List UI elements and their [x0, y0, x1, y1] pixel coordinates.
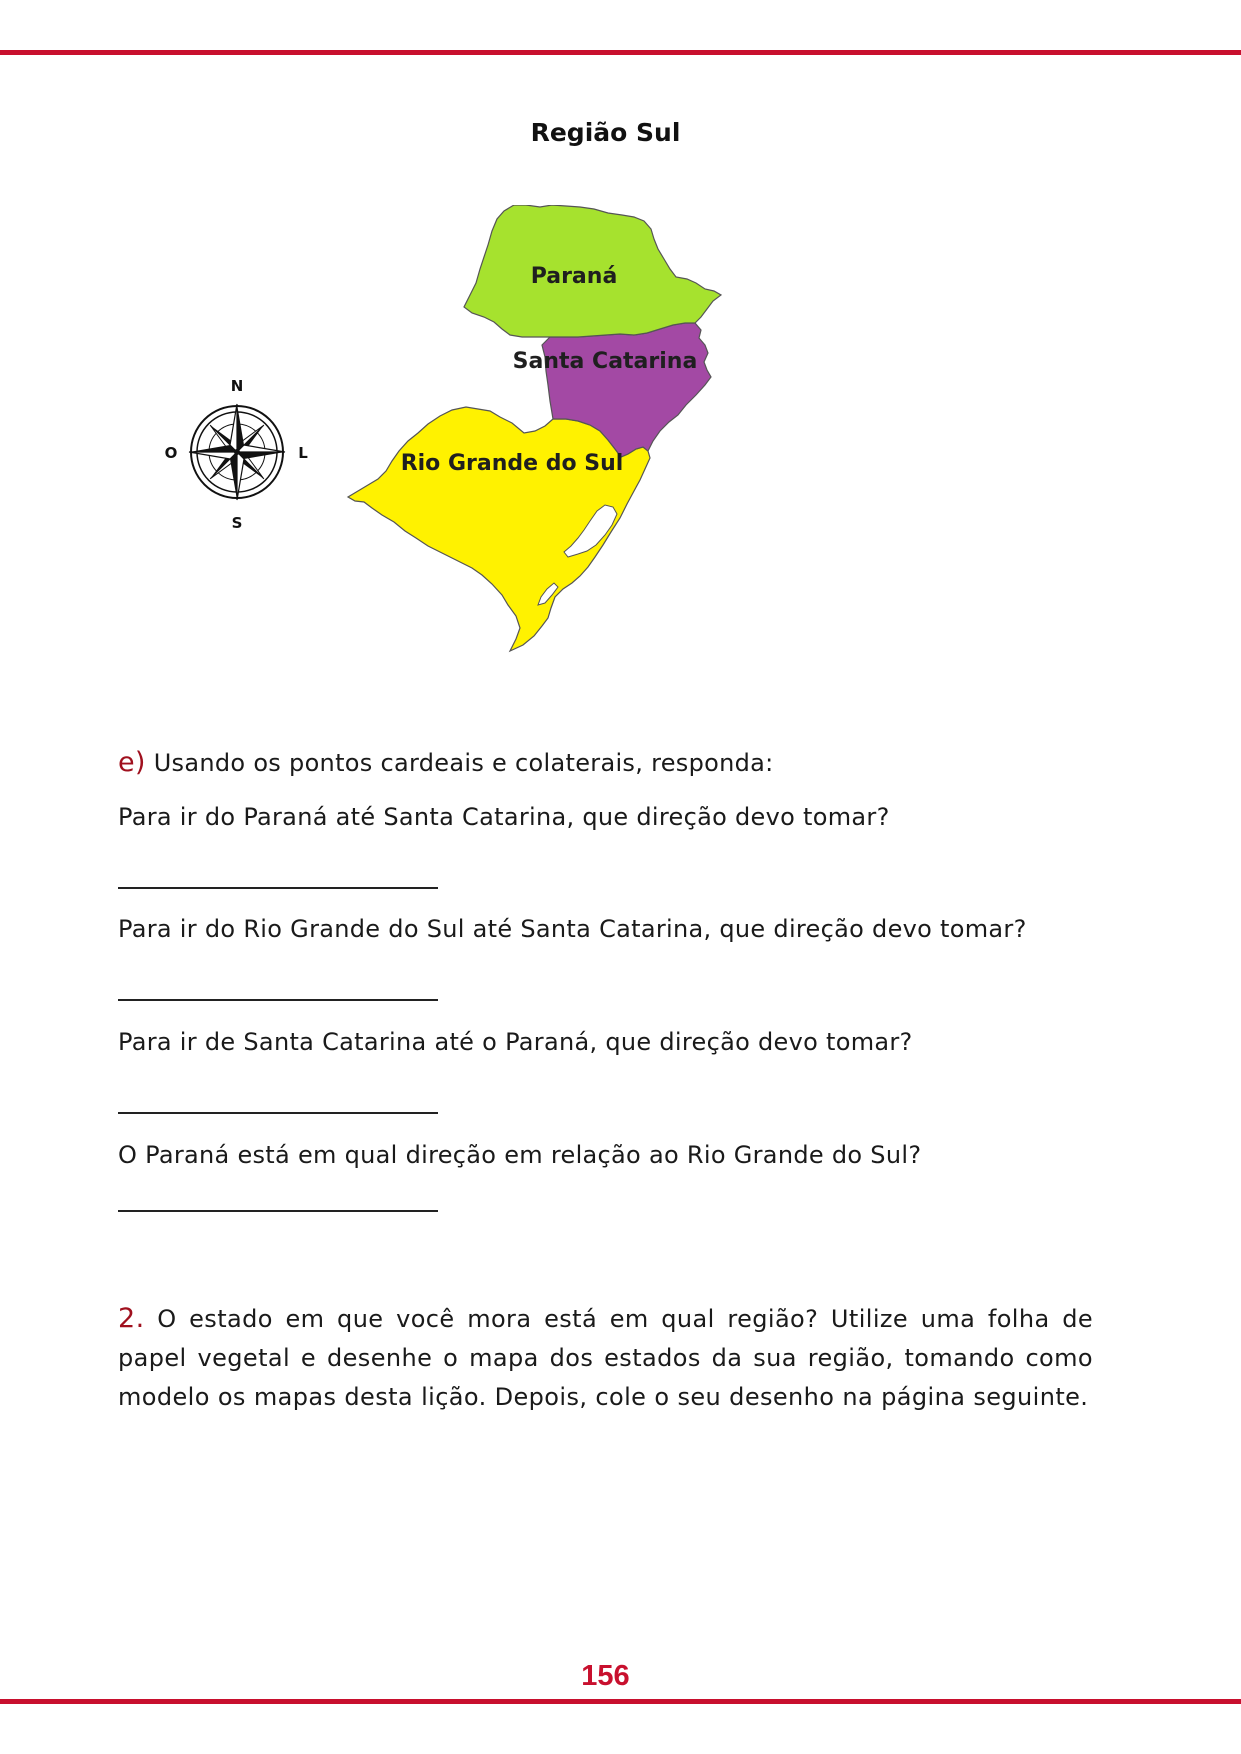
answer-line-4[interactable]: [118, 1210, 438, 1212]
compass-south-label: S: [231, 514, 243, 532]
compass-west-label: O: [164, 444, 178, 462]
answer-line-1[interactable]: [118, 887, 438, 889]
compass-rose-icon: [183, 398, 290, 505]
question-4: O Paraná está em qual direção em relação ao Rio Grande do Sul?: [118, 1141, 922, 1169]
exercise-2-marker: 2.: [118, 1303, 145, 1334]
label-parana: Paraná: [530, 264, 618, 289]
page-title: Região Sul: [530, 118, 681, 147]
exercise-2-text: O estado em que você mora está em qual região? Utilize uma folha de papel vegetal e desenhe o mapa dos estados da sua região, tomando como modelo os mapas desta lição. Depois, cole o seu desenho na página seguinte.: [118, 1305, 1093, 1411]
exercise-e-marker: e): [118, 747, 146, 778]
exercise-e-prompt: [118, 747, 774, 778]
exercise-2-paragraph: [118, 1299, 1093, 1417]
label-rio-grande-do-sul: Rio Grande do Sul: [400, 451, 624, 476]
exercise-e-prompt-text: Usando os pontos cardeais e colaterais, responda:: [153, 749, 774, 777]
top-red-rule: [0, 50, 1241, 55]
bottom-red-rule: [0, 1699, 1241, 1704]
page-number: 156: [581, 1660, 630, 1692]
compass-east-label: L: [298, 444, 308, 462]
question-2: Para ir do Rio Grande do Sul até Santa Catarina, que direção devo tomar?: [118, 915, 1027, 943]
answer-line-3[interactable]: [118, 1112, 438, 1114]
question-3: Para ir de Santa Catarina até o Paraná, que direção devo tomar?: [118, 1028, 913, 1056]
answer-line-2[interactable]: [118, 999, 438, 1001]
south-region-map: [150, 205, 830, 725]
compass-north-label: N: [230, 377, 244, 395]
label-santa-catarina: Santa Catarina: [512, 349, 698, 374]
question-1: Para ir do Paraná até Santa Catarina, que direção devo tomar?: [118, 803, 890, 831]
